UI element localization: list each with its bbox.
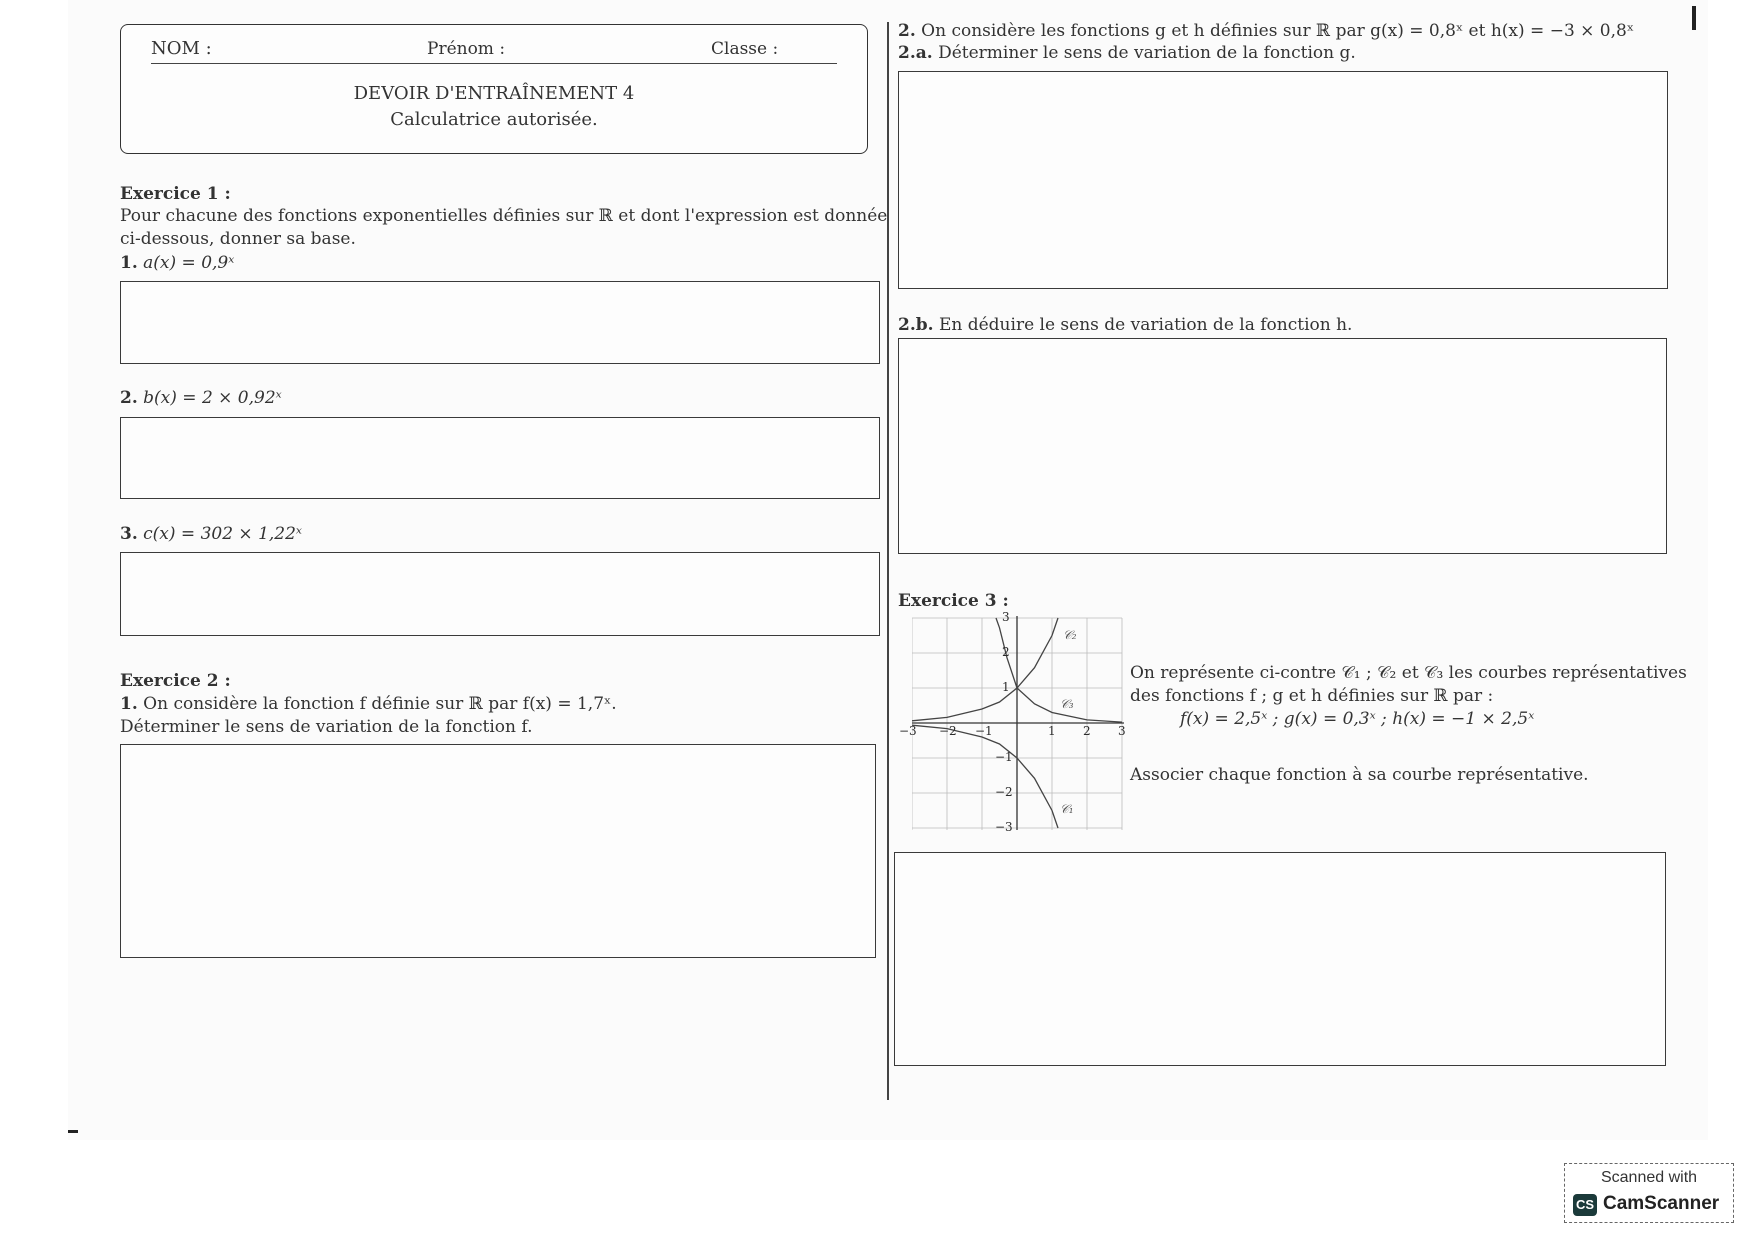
x-tick: −3 xyxy=(899,724,917,738)
question-number: 2. xyxy=(120,388,138,408)
exercise-1-intro-line1: Pour chacune des fonctions exponentielles définies sur ℝ et dont l'expression est donnée xyxy=(120,206,888,226)
exercise-3-text-line1: On représente ci-contre 𝒞₁ ; 𝒞₂ et 𝒞₃ les courbes représentatives xyxy=(1130,663,1687,683)
exercise-2-question-2b xyxy=(898,314,1352,337)
answer-box-ex2-q1[interactable] xyxy=(120,744,876,958)
exercise-1-question-3 xyxy=(120,523,302,546)
exam-subtitle: Calculatrice autorisée. xyxy=(390,109,598,130)
classe-label: Classe : xyxy=(711,39,779,59)
exercise-1-question-2 xyxy=(120,387,282,410)
x-tick: −2 xyxy=(939,724,957,738)
answer-box-ex3[interactable] xyxy=(894,852,1666,1066)
scan-mark xyxy=(68,1130,78,1133)
x-tick: 3 xyxy=(1118,724,1126,738)
question-number: 1. xyxy=(120,253,138,273)
exercise-1-intro-line2: ci-dessous, donner sa base. xyxy=(120,229,356,249)
curve-c2 xyxy=(912,618,1058,721)
exercise-2-question-2a xyxy=(898,42,1356,65)
question-number: 2.a. xyxy=(898,43,933,63)
exercise-3-text-line2: des fonctions f ; g et h définies sur ℝ par : xyxy=(1130,686,1494,706)
question-number: 2.b. xyxy=(898,315,934,335)
camscanner-watermark xyxy=(1564,1163,1734,1223)
camscanner-logo-icon: CS xyxy=(1573,1194,1597,1216)
column-divider xyxy=(887,22,889,1100)
exercise-1-question-1 xyxy=(120,252,234,275)
exercise-3-formulas: f(x) = 2,5ˣ ; g(x) = 0,3ˣ ; h(x) = −1 × 2,5ˣ xyxy=(1180,709,1535,729)
answer-box-ex1-q2[interactable] xyxy=(120,417,880,499)
watermark-line1: Scanned with xyxy=(1600,1169,1698,1186)
exercise-2-question-1 xyxy=(120,693,617,716)
y-tick: 1 xyxy=(1002,680,1010,694)
question-text: Déterminer le sens de variation de la fonction g. xyxy=(938,43,1356,63)
exercise-3-task: Associer chaque fonction à sa courbe représentative. xyxy=(1130,765,1589,785)
graph-y-ticks xyxy=(995,610,1015,840)
question-expression: b(x) = 2 × 0,92ˣ xyxy=(143,388,282,408)
question-expression: a(x) = 0,9ˣ xyxy=(143,253,235,273)
prenom-label: Prénom : xyxy=(427,39,506,59)
graph-x-ticks xyxy=(899,724,1139,744)
watermark-line2: CamScanner xyxy=(1603,1193,1720,1214)
question-text: En déduire le sens de variation de la fonction h. xyxy=(938,315,1353,335)
answer-box-ex2-q2a[interactable] xyxy=(898,71,1668,289)
nom-label: NOM : xyxy=(151,38,212,59)
exam-title: DEVOIR D'ENTRAÎNEMENT 4 xyxy=(353,83,635,104)
answer-box-ex1-q3[interactable] xyxy=(120,552,880,636)
curve-label-c2: 𝒞₂ xyxy=(1063,628,1077,642)
question-text: On considère les fonctions g et h définies sur ℝ par g(x) = 0,8ˣ et h(x) = −3 × 0,8ˣ xyxy=(921,21,1635,41)
exercise-2-title: Exercice 2 : xyxy=(120,671,231,691)
curve-label-c3: 𝒞₃ xyxy=(1060,697,1074,711)
curve-label-c1: 𝒞₁ xyxy=(1060,802,1074,816)
y-tick: −2 xyxy=(995,785,1013,799)
student-header xyxy=(120,24,868,154)
x-tick: −1 xyxy=(975,724,993,738)
x-tick: 2 xyxy=(1083,724,1091,738)
question-number: 1. xyxy=(120,694,138,714)
scan-mark xyxy=(1692,6,1696,30)
y-tick: 3 xyxy=(1002,610,1010,624)
answer-box-ex2-q2b[interactable] xyxy=(898,338,1667,554)
x-tick: 1 xyxy=(1048,724,1056,738)
identity-row xyxy=(151,39,837,64)
y-tick: 2 xyxy=(1002,645,1010,659)
question-number: 3. xyxy=(120,524,138,544)
exercise-2-question-1-task: Déterminer le sens de variation de la fonction f. xyxy=(120,717,533,737)
question-number: 2. xyxy=(898,21,916,41)
y-tick: −1 xyxy=(995,750,1013,764)
answer-box-ex1-q1[interactable] xyxy=(120,281,880,364)
exercise-3-title: Exercice 3 : xyxy=(898,591,1009,611)
exercise-1-title: Exercice 1 : xyxy=(120,184,231,204)
question-text: On considère la fonction f définie sur ℝ par f(x) = 1,7ˣ. xyxy=(143,694,617,714)
y-tick: −3 xyxy=(995,820,1013,834)
question-expression: c(x) = 302 × 1,22ˣ xyxy=(143,524,302,544)
exercise-2-question-2 xyxy=(898,20,1634,43)
